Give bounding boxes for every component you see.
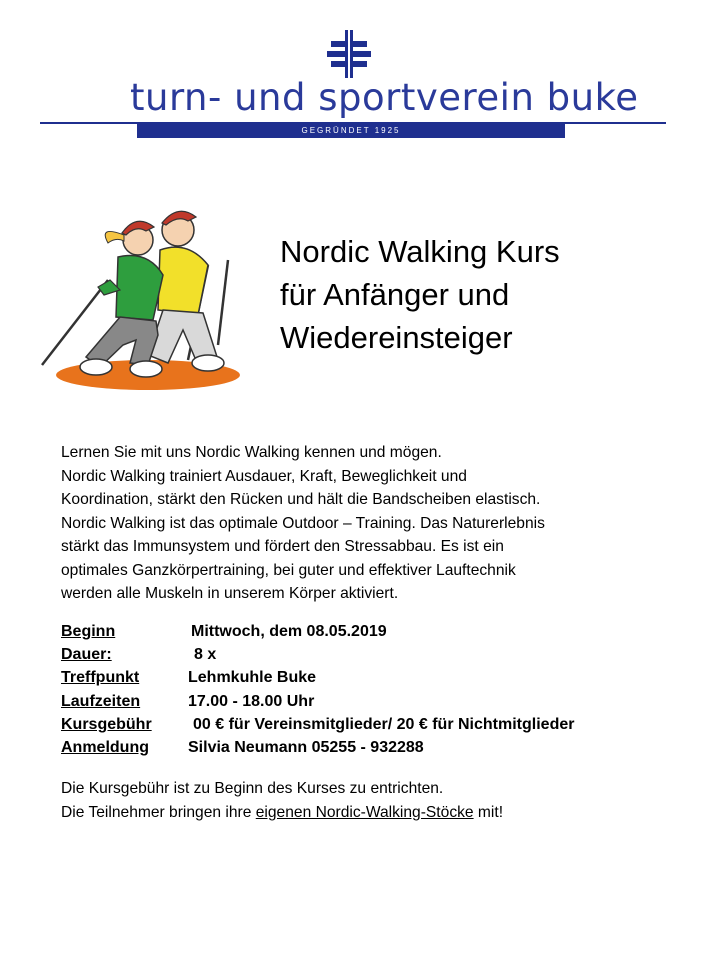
detail-label: Dauer: bbox=[61, 646, 112, 664]
course-title bbox=[280, 230, 560, 359]
detail-value: 8 x bbox=[194, 646, 217, 664]
club-cross-logo-icon bbox=[325, 30, 373, 78]
equipment-note-highlight: eigenen Nordic-Walking-Stöcke bbox=[255, 803, 474, 821]
equipment-note-end: mit! bbox=[473, 803, 504, 821]
detail-label: Kursgebühr bbox=[61, 715, 152, 733]
intro-line: Nordic Walking trainiert Ausdauer, Kraft, Beweglichkeit und bbox=[61, 467, 467, 485]
fee-note: Die Kursgebühr ist zu Beginn des Kurses zu entrichten. bbox=[61, 780, 444, 797]
intro-line: Koordination, stärkt den Rücken und hält die Bandscheiben elastisch. bbox=[61, 491, 541, 508]
detail-value: 17.00 - 18.00 Uhr bbox=[188, 692, 315, 710]
title-line: Wiedereinsteiger bbox=[280, 320, 513, 355]
founded-banner: GEGRÜNDET 1925 bbox=[137, 124, 565, 138]
detail-value: Lehmkuhle Buke bbox=[188, 669, 317, 687]
footer-notes bbox=[61, 777, 503, 824]
intro-line: optimales Ganzkörpertraining, bei guter und effektiver Lauftechnik bbox=[61, 561, 516, 579]
title-line: für Anfänger und bbox=[280, 277, 510, 312]
detail-value: 00 € für Vereinsmitglieder/ 20 € für Nichtmitglieder bbox=[193, 715, 575, 733]
intro-line: werden alle Muskeln in unserem Körper aktiviert. bbox=[61, 585, 399, 602]
detail-label: Anmeldung bbox=[61, 738, 149, 756]
intro-line: Nordic Walking ist das optimale Outdoor – Training. Das Naturerlebnis bbox=[61, 514, 545, 532]
intro-line: Lernen Sie mit uns Nordic Walking kennen und mögen. bbox=[61, 444, 442, 461]
title-line: Nordic Walking Kurs bbox=[280, 234, 560, 269]
detail-value: Silvia Neumann 05255 - 932288 bbox=[188, 738, 424, 756]
detail-label: Laufzeiten bbox=[61, 692, 141, 710]
equipment-note bbox=[61, 801, 503, 825]
detail-value: Mittwoch, dem 08.05.2019 bbox=[191, 623, 387, 640]
detail-label: Beginn bbox=[61, 623, 116, 640]
club-name: turn- und sportverein buke bbox=[130, 76, 639, 119]
intro-line: stärkt das Immunsystem und fördert den Stressabbau. Es ist ein bbox=[61, 538, 504, 555]
nordic-walkers-illustration bbox=[38, 195, 260, 397]
intro-paragraph bbox=[61, 441, 681, 606]
detail-label: Treffpunkt bbox=[61, 669, 140, 687]
equipment-note-start: Die Teilnehmer bringen ihre bbox=[61, 803, 256, 821]
